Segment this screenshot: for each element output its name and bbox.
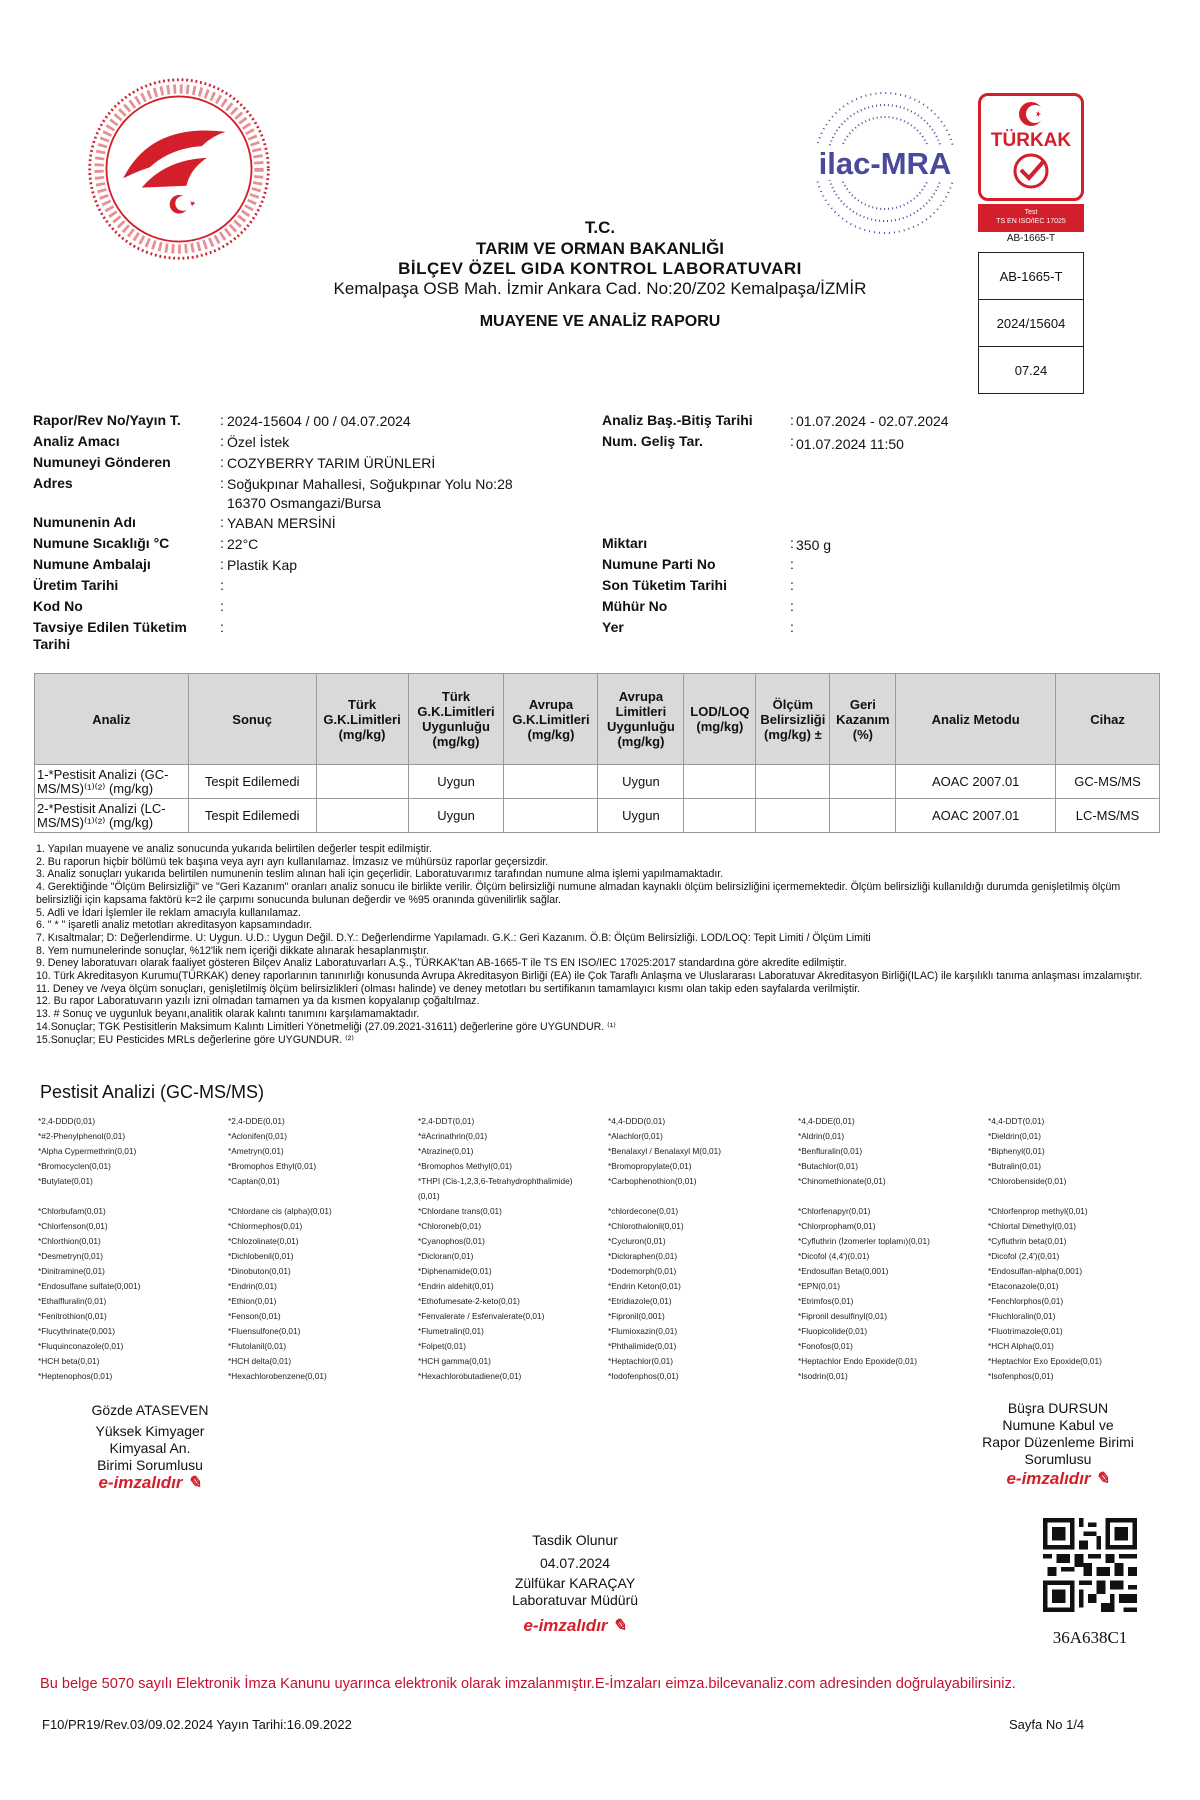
pesticide-item: *Chlorfenprop methyl(0,01) xyxy=(988,1206,1088,1216)
signer-title: Birimi Sorumlusu xyxy=(97,1457,203,1473)
pesticide-item: *Captan(0,01) xyxy=(228,1176,280,1186)
turkak-emblem-icon xyxy=(981,96,1081,198)
code-accreditation: AB-1665-T xyxy=(979,253,1083,300)
pesticide-item: *Diphenamide(0,01) xyxy=(418,1266,492,1276)
pesticide-column xyxy=(988,1114,1173,1384)
field-label-temperature: Numune Sıcaklığı °C xyxy=(33,535,170,551)
pesticide-item: *Chloroneb(0,01) xyxy=(418,1221,482,1231)
turkak-logo xyxy=(978,93,1084,201)
pesticide-item: (0,01) xyxy=(418,1191,440,1201)
pesticide-item: *Fenson(0,01) xyxy=(228,1311,281,1321)
ilac-mra-logo-icon xyxy=(810,88,960,238)
signer-name: Gözde ATASEVEN xyxy=(91,1402,209,1418)
report-code-box xyxy=(978,252,1084,394)
pesticide-column xyxy=(38,1114,223,1384)
table-cell: Uygun xyxy=(408,799,504,833)
field-value-sender: COZYBERRY TARIM ÜRÜNLERİ xyxy=(227,455,436,471)
table-cell xyxy=(316,765,408,799)
table-header: Sonuç xyxy=(188,674,316,765)
table-row xyxy=(35,765,1160,799)
pesticide-item: *Iodofenphos(0,01) xyxy=(608,1371,679,1381)
field-label-place: Yer xyxy=(602,619,624,635)
field-colon: : xyxy=(790,619,794,635)
signature-left xyxy=(40,1402,260,1491)
table-header: Analiz xyxy=(35,674,189,765)
note-item: 4. Gerektiğinde "Ölçüm Belirsizliği" ve "Geri Kazanım" oranları analiz sonucu ile birlikte verilir. Ölçüm belirsizliği numune almadan kaynaklı ölçüm belirsizliğini içermemektedir. Ölçüm belirsizliği kullanıldığı durumda genişletilmiş ölçüm belirsizliği için kapsama faktörü k=2 ile çarpımı sonucunda bulunan değerdir ve %95 oranında güvenilirlik sağlar. xyxy=(36,881,1121,906)
pesticide-item: *Fonofos(0,01) xyxy=(798,1341,853,1351)
table-cell: 2-*Pestisit Analizi (LC-MS/MS)⁽¹⁾⁽²⁾ (mg/kg) xyxy=(35,799,189,833)
pesticide-item: *Carbophenothion(0,01) xyxy=(608,1176,697,1186)
field-label-batch-no: Numune Parti No xyxy=(602,556,716,572)
pesticide-item: *Chlorpropham(0,01) xyxy=(798,1221,876,1231)
table-cell: GC-MS/MS xyxy=(1056,765,1160,799)
table-cell xyxy=(830,799,896,833)
pesticide-item: *Flucythrinate(0,001) xyxy=(38,1326,116,1336)
signature-right xyxy=(958,1400,1158,1487)
table-cell: Tespit Edilemedi xyxy=(188,765,316,799)
pesticide-item: *Flutolanil(0,01) xyxy=(228,1341,287,1351)
pesticide-item: *2,4-DDD(0,01) xyxy=(38,1116,96,1126)
pesticide-item: *Butralin(0,01) xyxy=(988,1161,1042,1171)
pesticide-item: *Cyfluthrin beta(0,01) xyxy=(988,1236,1067,1246)
field-value-address-2: 16370 Osmangazi/Bursa xyxy=(227,495,382,511)
pesticide-item: *Etaconazole(0,01) xyxy=(988,1281,1059,1291)
pesticide-item xyxy=(608,1189,793,1204)
field-colon: : xyxy=(220,535,224,551)
field-label-quantity: Miktarı xyxy=(602,535,648,551)
note-item: 6. " * " işaretli analiz metotları akreditasyon kapsamındadır. xyxy=(36,919,313,932)
field-label-recommended-use-2: Tarihi xyxy=(33,636,71,652)
pesticide-item: *chlordecone(0,01) xyxy=(608,1206,679,1216)
pesticide-item: *Chlorfenson(0,01) xyxy=(38,1221,108,1231)
field-colon: : xyxy=(220,598,224,614)
pesticide-item: *Chlordane cis (alpha)(0,01) xyxy=(228,1206,332,1216)
pesticide-item: *Benalaxyl / Benalaxyl M(0,01) xyxy=(608,1146,721,1156)
pesticide-item: *Ametryn(0,01) xyxy=(228,1146,284,1156)
table-cell: Uygun xyxy=(598,765,684,799)
pen-icon: ✎ xyxy=(187,1473,202,1492)
signer-title: Kimyasal An. xyxy=(109,1440,191,1456)
pesticide-item: *Aldrin(0,01) xyxy=(798,1131,845,1141)
note-item: 15.Sonuçlar; EU Pesticides MRLs değerlerine göre UYGUNDUR. ⁽²⁾ xyxy=(36,1033,354,1046)
turkak-test: Test xyxy=(1024,209,1038,216)
pesticide-item: *Dinobuton(0,01) xyxy=(228,1266,291,1276)
table-header: Analiz Metodu xyxy=(896,674,1056,765)
pesticide-item: *Flumetralin(0,01) xyxy=(418,1326,484,1336)
pesticide-item: *Fenchlorphos(0,01) xyxy=(988,1296,1064,1306)
e-signature-notice: Bu belge 5070 sayılı Elektronik İmza Kanunu uyarınca elektronik olarak imzalanmıştır.E-İmzaları eimza.bilcevanaliz.com adresinden doğrulayabilirsiniz. xyxy=(40,1676,1016,1692)
form-number: F10/PR19/Rev.03/09.02.2024 Yayın Tarihi:16.09.2022 xyxy=(42,1717,352,1732)
pesticide-column xyxy=(798,1114,983,1384)
field-label-sample-name: Numunenin Adı xyxy=(33,514,136,530)
e-signature-text: e-imzalıdır xyxy=(523,1616,608,1635)
table-cell: Uygun xyxy=(408,765,504,799)
pesticide-item: *Biphenyl(0,01) xyxy=(988,1146,1045,1156)
pesticide-item: *Fluotrimazole(0,01) xyxy=(988,1326,1063,1336)
pesticide-item: *Isodrin(0,01) xyxy=(798,1371,848,1381)
pesticide-item: *Chlordane trans(0,01) xyxy=(418,1206,502,1216)
pesticide-item: *Fluopicolide(0,01) xyxy=(798,1326,868,1336)
pesticide-item: *Butylate(0,01) xyxy=(38,1176,93,1186)
pesticide-item: *Alpha Cypermethrin(0,01) xyxy=(38,1146,137,1156)
pesticide-item: *HCH Alpha(0,01) xyxy=(988,1341,1054,1351)
pesticide-item: *Fluquinconazole(0,01) xyxy=(38,1341,124,1351)
pesticide-item: *Endrin Keton(0,01) xyxy=(608,1281,681,1291)
field-colon: : xyxy=(790,598,794,614)
approval-date: 04.07.2024 xyxy=(539,1555,611,1571)
signer-title: Numune Kabul ve xyxy=(1002,1417,1114,1433)
pesticide-item: *4,4-DDE(0,01) xyxy=(798,1116,855,1126)
signature-center xyxy=(470,1532,680,1634)
results-table xyxy=(34,673,1160,833)
pesticide-item: *Chinomethionate(0,01) xyxy=(798,1176,886,1186)
pesticide-item: *Alachlor(0,01) xyxy=(608,1131,663,1141)
header-lab: BİLÇEV ÖZEL GIDA KONTROL LABORATUVARI xyxy=(398,259,802,278)
pesticide-item: *Bromopropylate(0,01) xyxy=(608,1161,692,1171)
table-cell: AOAC 2007.01 xyxy=(896,765,1056,799)
field-label-address: Adres xyxy=(33,475,73,491)
pesticide-column xyxy=(608,1114,793,1384)
table-header: LOD/LOQ (mg/kg) xyxy=(684,674,756,765)
pesticide-item: *Dicofol (4,4')(0,01) xyxy=(798,1251,870,1261)
e-signature-mark xyxy=(40,1474,260,1491)
field-colon: : xyxy=(790,412,794,428)
pesticide-item: *EPN(0,01) xyxy=(798,1281,840,1291)
pesticide-item xyxy=(798,1189,983,1204)
pesticide-item: *Fipronil(0,001) xyxy=(608,1311,665,1321)
note-item: 1. Yapılan muayene ve analiz sonucunda yukarıda belirtilen değerler tespit edilmiştir. xyxy=(36,843,432,855)
note-item: 5. Adli ve İdari İşlemler ile reklam amacıyla kullanılamaz. xyxy=(36,906,301,919)
table-header: Geri Kazanım (%) xyxy=(830,674,896,765)
pesticide-item: *HCH beta(0,01) xyxy=(38,1356,100,1366)
field-value-analysis-dates: 01.07.2024 - 02.07.2024 xyxy=(796,413,949,429)
table-cell: 1-*Pestisit Analizi (GC-MS/MS)⁽¹⁾⁽²⁾ (mg/kg) xyxy=(35,765,189,799)
table-cell xyxy=(684,765,756,799)
e-signature-text: e-imzalıdır xyxy=(98,1473,183,1492)
pesticide-item: *Cyanophos(0,01) xyxy=(418,1236,485,1246)
pesticide-item: *4,4-DDT(0,01) xyxy=(988,1116,1045,1126)
pesticide-item: *4,4-DDD(0,01) xyxy=(608,1116,666,1126)
e-signature-mark xyxy=(958,1470,1158,1487)
pesticide-item: *Heptachlor Endo Epoxide(0,01) xyxy=(798,1356,917,1366)
pesticide-item: *Fipronil desulfinyl(0,01) xyxy=(798,1311,888,1321)
pesticide-item: *Cycluron(0,01) xyxy=(608,1236,666,1246)
field-label-production-date: Üretim Tarihi xyxy=(33,577,119,593)
signer-name: Zülfükar KARAÇAY xyxy=(514,1575,636,1591)
note-item: 7. Kısaltmalar; D: Değerlendirme. U: Uygun. U.D.: Uygun Değil. D.Y.: Değerlendirme Yapılamadı. G.K.: Geri Kazanım. Ö.B: Ölçüm Belirsizliği. LOD/LOQ: Tepit Limiti / Ölçüm Limiti xyxy=(36,931,871,944)
pesticide-item: *Bromophos Ethyl(0,01) xyxy=(228,1161,317,1171)
pesticide-item: *Endosulfan-alpha(0,001) xyxy=(988,1266,1083,1276)
pesticide-item: *Dichlobenil(0,01) xyxy=(228,1251,294,1261)
e-signature-text: e-imzalıdır xyxy=(1006,1469,1091,1488)
pesticide-item: *Isofenphos(0,01) xyxy=(988,1371,1054,1381)
field-colon: : xyxy=(220,433,224,449)
pesticide-item: *Butachlor(0,01) xyxy=(798,1161,858,1171)
pesticide-item: *Ethion(0,01) xyxy=(228,1296,277,1306)
ilac-text: ilac-MRA xyxy=(818,146,952,181)
field-value-temperature: 22°C xyxy=(227,536,259,552)
turkak-standard-band xyxy=(978,204,1084,232)
header-ministry: TARIM VE ORMAN BAKANLIĞI xyxy=(475,239,725,258)
pesticide-item: *Etridiazole(0,01) xyxy=(608,1296,672,1306)
turkak-text: TÜRKAK xyxy=(990,130,1072,151)
pesticide-item: *HCH gamma(0,01) xyxy=(418,1356,491,1366)
pesticide-item: *Hexachlorobenzene(0,01) xyxy=(228,1371,327,1381)
pesticide-item: *#2-Phenylphenol(0,01) xyxy=(38,1131,126,1141)
field-label-report-no: Rapor/Rev No/Yayın T. xyxy=(33,412,181,428)
field-colon: : xyxy=(220,556,224,572)
note-item: 3. Analiz sonuçları yukarıda belirtilen numunenin teslim alınan hali için geçerlidir. Laboratuvarımız tarafından numune alma işlemi yapılmamaktadır. xyxy=(36,868,724,881)
pesticide-item: *Endrin aldehit(0,01) xyxy=(418,1281,494,1291)
e-signature-mark xyxy=(470,1617,680,1634)
pesticide-item: *Ethofumesate-2-keto(0,01) xyxy=(418,1296,520,1306)
pesticide-item: *Phthalimide(0,01) xyxy=(608,1341,677,1351)
table-header: Avrupa Limitleri Uygunluğu (mg/kg) xyxy=(598,674,684,765)
table-cell xyxy=(830,765,896,799)
field-label-expiry: Son Tüketim Tarihi xyxy=(602,577,727,593)
pesticide-item: *Chlorfenapyr(0,01) xyxy=(798,1206,871,1216)
pesticide-item: *Flumioxazin(0,01) xyxy=(608,1326,678,1336)
pesticide-item: *Chlorthion(0,01) xyxy=(38,1236,101,1246)
pesticide-item: *Fluensulfone(0,01) xyxy=(228,1326,301,1336)
pesticide-item: *Dicofol (2,4')(0,01) xyxy=(988,1251,1060,1261)
pesticide-item: *Chlortal Dimethyl(0,01) xyxy=(988,1221,1077,1231)
pesticide-item: *Dicloraphen(0,01) xyxy=(608,1251,678,1261)
pesticide-item: *Heptachlor Exo Epoxide(0,01) xyxy=(988,1356,1102,1366)
header-address: Kemalpaşa OSB Mah. İzmir Ankara Cad. No:20/Z02 Kemalpaşa/İZMİR xyxy=(333,279,867,298)
pesticide-item xyxy=(38,1189,223,1204)
pesticide-item: *Chlorobenside(0,01) xyxy=(988,1176,1067,1186)
page-number: Sayfa No 1/4 xyxy=(1009,1717,1085,1732)
table-cell: Uygun xyxy=(598,799,684,833)
pesticide-item: *Etrimfos(0,01) xyxy=(798,1296,854,1306)
note-item: 14.Sonuçlar; TGK Pestisitlerin Maksimum Kalıntı Limitleri Yönetmeliği (27.09.2021-31611) değerlerine göre UYGUNDUR. ⁽¹⁾ xyxy=(36,1020,616,1033)
signer-title: Rapor Düzenleme Birimi xyxy=(982,1434,1134,1450)
pesticide-item xyxy=(228,1189,413,1204)
pesticide-item: *Dieldrin(0,01) xyxy=(988,1131,1042,1141)
signer-title: Sorumlusu xyxy=(1024,1451,1092,1467)
field-label-code-no: Kod No xyxy=(33,598,83,614)
pesticide-item: *Fluchloralin(0,01) xyxy=(988,1311,1056,1321)
qr-code-icon xyxy=(1043,1518,1137,1612)
table-cell xyxy=(316,799,408,833)
field-label-recommended-use: Tavsiye Edilen Tüketim xyxy=(33,619,187,635)
field-value-quantity: 350 g xyxy=(796,537,832,553)
table-header: Ölçüm Belirsizliği (mg/kg) ± xyxy=(756,674,830,765)
pen-icon: ✎ xyxy=(612,1616,627,1635)
pesticide-item: *Ethalfluralin(0,01) xyxy=(38,1296,107,1306)
table-cell: LC-MS/MS xyxy=(1056,799,1160,833)
ministry-seal-icon xyxy=(86,76,272,262)
pesticide-item: *Cyfluthrin (İzomerler toplamı)(0,01) xyxy=(798,1236,930,1246)
pesticide-item: *Desmetryn(0,01) xyxy=(38,1251,104,1261)
pesticide-item: *Heptachlor(0,01) xyxy=(608,1356,674,1366)
pesticide-column xyxy=(418,1114,603,1384)
pesticide-item: *Atrazine(0,01) xyxy=(418,1146,474,1156)
field-label-packaging: Numune Ambalajı xyxy=(33,556,151,572)
pesticide-item: *Heptenophos(0,01) xyxy=(38,1371,113,1381)
field-label-analysis-dates: Analiz Baş.-Bitiş Tarihi xyxy=(602,412,753,428)
table-header: Avrupa G.K.Limitleri (mg/kg) xyxy=(504,674,598,765)
table-header: Türk G.K.Limitleri (mg/kg) xyxy=(316,674,408,765)
pesticide-item: *Endosulfane sulfate(0,001) xyxy=(38,1281,141,1291)
field-colon: : xyxy=(790,535,794,551)
signer-title: Yüksek Kimyager xyxy=(95,1423,205,1439)
note-item: 9. Deney laboratuvarı olarak faaliyet gösteren Bilçev Analiz Laboratuvarları A.Ş., TÜRKAK'tan AB-1665-T ile TS EN ISO/IEC 17025:2017 standardına göre akredite edilmiştir. xyxy=(36,957,847,970)
field-colon: : xyxy=(220,475,224,491)
pesticide-item: *Aclonifen(0,01) xyxy=(228,1131,288,1141)
field-label-purpose: Analiz Amacı xyxy=(33,433,120,449)
field-label-seal-no: Mühür No xyxy=(602,598,668,614)
pesticide-item: *Endrin(0,01) xyxy=(228,1281,277,1291)
pesticide-item: *Dodemorph(0,01) xyxy=(608,1266,677,1276)
signer-name: Büşra DURSUN xyxy=(1007,1400,1109,1416)
note-item: 10. Türk Akreditasyon Kurumu(TÜRKAK) deney raporlarının tanınırlığı konusunda Avrupa Akreditasyon Birliği (EA) ile Çok Taraflı Anlaşma ve Uluslararası Laboratuvar Akreditasyon Birliği(ILAC) ile karşılıklı tanıma anlaşması imzalamıştır. xyxy=(36,970,1143,983)
header-tc: T.C. xyxy=(584,218,616,237)
field-value-address: Soğukpınar Mahallesi, Soğukpınar Yolu No:28 xyxy=(227,476,513,492)
pesticide-item: *HCH delta(0,01) xyxy=(228,1356,292,1366)
field-label-sender: Numuneyi Gönderen xyxy=(33,454,171,470)
pesticide-item: *#Acrinathrin(0,01) xyxy=(418,1131,488,1141)
pesticide-item: *Folpet(0,01) xyxy=(418,1341,466,1351)
field-label-arrival-date: Num. Geliş Tar. xyxy=(602,433,703,449)
field-colon: : xyxy=(220,619,224,635)
pesticide-section-title: Pestisit Analizi (GC-MS/MS) xyxy=(40,1082,265,1102)
table-cell: AOAC 2007.01 xyxy=(896,799,1056,833)
pesticide-item: *Dinitramine(0,01) xyxy=(38,1266,105,1276)
code-date: 07.24 xyxy=(1014,362,1048,378)
table-cell xyxy=(684,799,756,833)
pesticide-item: *Chlozolinate(0,01) xyxy=(228,1236,299,1246)
note-item: 11. Deney ve /veya ölçüm sonuçları, genişletilmiş ölçüm belirsizlikleri (olması halinde) ve deney metotları bu sertifikanın tamamlayıcı kısmı olan takip eden sayfalarda verilmiştir. xyxy=(36,982,861,995)
pesticide-item: *Chlorothalonil(0,01) xyxy=(608,1221,684,1231)
table-row xyxy=(35,799,1160,833)
field-value-purpose: Özel İstek xyxy=(227,434,290,450)
pesticide-item: *Endosulfan Beta(0,001) xyxy=(798,1266,889,1276)
pesticide-column xyxy=(228,1114,413,1384)
table-cell: Tespit Edilemedi xyxy=(188,799,316,833)
pesticide-item: *Dicloran(0,01) xyxy=(418,1251,474,1261)
code-report-no: 2024/15604 xyxy=(979,300,1083,347)
field-value-arrival-date: 01.07.2024 11:50 xyxy=(796,436,904,452)
table-header-row xyxy=(35,674,1160,765)
pesticide-item: *Chlormephos(0,01) xyxy=(228,1221,303,1231)
pen-icon: ✎ xyxy=(1095,1469,1110,1488)
table-cell xyxy=(504,799,598,833)
table-header: Türk G.K.Limitleri Uygunluğu (mg/kg) xyxy=(408,674,504,765)
field-colon: : xyxy=(790,577,794,593)
field-value-report-no: 2024-15604 / 00 / 04.07.2024 xyxy=(227,413,411,429)
field-colon: : xyxy=(790,433,794,449)
notes-list xyxy=(36,843,1160,1046)
report-title: MUAYENE VE ANALİZ RAPORU xyxy=(479,313,721,330)
field-colon: : xyxy=(220,514,224,530)
pesticide-item: *THPI (Cis-1,2,3,6-Tetrahydrophthalimide) xyxy=(418,1176,573,1186)
field-colon: : xyxy=(220,577,224,593)
turkak-std: TS EN ISO/IEC 17025 xyxy=(996,218,1066,225)
approval-text: Tasdik Olunur xyxy=(532,1532,618,1548)
field-value-packaging: Plastik Kap xyxy=(227,557,298,573)
table-cell xyxy=(756,799,830,833)
note-item: 8. Yem numunelerinde sonuçlar, %12'lik nem içeriği dikkate alınarak hesaplanmıştır. xyxy=(36,944,430,957)
table-cell xyxy=(504,765,598,799)
qr-verification-code: 36A638C1 xyxy=(1052,1628,1128,1647)
note-item: 2. Bu raporun hiçbir bölümü tek başına veya ayrı ayrı kullanılamaz. İmzasız ve mühürsüz raporlar geçersizdir. xyxy=(36,855,549,868)
table-header: Cihaz xyxy=(1056,674,1160,765)
field-colon: : xyxy=(220,412,224,428)
pesticide-item: *Benfluralin(0,01) xyxy=(798,1146,863,1156)
pesticide-item: *Bromophos Methyl(0,01) xyxy=(418,1161,513,1171)
table-cell xyxy=(756,765,830,799)
signer-title: Laboratuvar Müdürü xyxy=(511,1592,639,1608)
field-colon: : xyxy=(790,556,794,572)
pesticide-item xyxy=(988,1189,1173,1204)
field-colon: : xyxy=(220,454,224,470)
pesticide-item: *2,4-DDT(0,01) xyxy=(418,1116,475,1126)
pesticide-item: *Fenvalerate / Esfenvalerate(0,01) xyxy=(418,1311,545,1321)
pesticide-item: *Hexachlorobutadiene(0,01) xyxy=(418,1371,522,1381)
pesticide-item: *Chlorbufam(0,01) xyxy=(38,1206,106,1216)
note-item: 12. Bu rapor Laboratuvarın yazılı izni olmadan tamamen ya da kısmen kopyalanıp çoğaltılmaz. xyxy=(36,995,480,1008)
pesticide-item: *Fenitrothion(0,01) xyxy=(38,1311,107,1321)
pesticide-item: *Bromocyclen(0,01) xyxy=(38,1161,111,1171)
turkak-accreditation-no: AB-1665-T xyxy=(1006,233,1056,244)
field-value-sample-name: YABAN MERSİNİ xyxy=(227,515,336,531)
note-item: 13. # Sonuç ve uygunluk beyanı,analitik olarak kalıntı tanımını karşılamamaktadır. xyxy=(36,1008,420,1021)
pesticide-item: *2,4-DDE(0,01) xyxy=(228,1116,285,1126)
